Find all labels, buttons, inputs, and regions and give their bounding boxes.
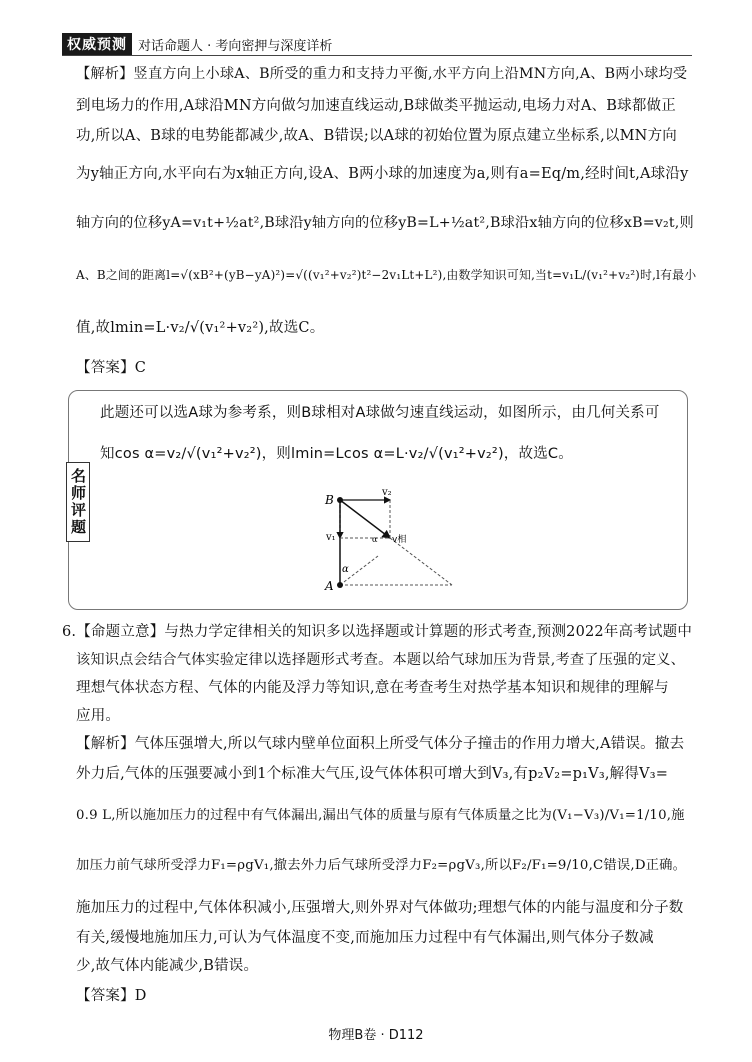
q6-line-2: 该知识点会结合气体实验定律以选择题形式考查。本题以给气球加压为背景,考查了压强的定义、	[76, 652, 685, 668]
label-v1: v₁	[326, 532, 336, 543]
q6-line-6: 外力后,气体的压强要减小到1个标准大气压,设气体体积可增大到V₃,有p₂V₂=p₁V₃,解得V₃=	[76, 766, 669, 782]
teacher-comment-tab: 名师评题	[66, 462, 90, 542]
analysis-line-6: A、B之间的距离l=√(xB²+(yB−yA)²)=√((v₁²+v₂²)t²−2v₁Lt+L²),由数学知识可知,当t=v₁L/(v₁²+v₂²)时,l有最小	[76, 268, 697, 282]
analysis-line-2: 到电场力的作用,A球沿MN方向做匀加速直线运动,B球做类平抛运动,电场力对A、B球都做正	[76, 98, 676, 114]
section-badge: 权威预测	[62, 33, 132, 55]
analysis-line-7: 值,故lmin=L·v₂/√(v₁²+v₂²),故选C。	[76, 320, 325, 336]
q6-line-11: 少,故气体内能减少,B错误。	[76, 958, 259, 974]
extension-line	[390, 538, 452, 585]
page-header	[62, 34, 332, 54]
relative-motion-diagram	[300, 480, 470, 595]
label-v2: v₂	[382, 487, 392, 498]
analysis-line-4: 为y轴正方向,水平向右为x轴正方向,设A、B两小球的加速度为a,则有a=Eq/m,经时间t,A球沿y	[76, 166, 689, 182]
q6-line-5: 【解析】气体压强增大,所以气球内壁单位面积上所受气体分子撞击的作用力增大,A错误。撤去	[76, 736, 685, 752]
label-b: B	[325, 493, 334, 507]
ball-a	[337, 582, 343, 588]
analysis-line-1: 【解析】竖直方向上小球A、B所受的重力和支持力平衡,水平方向上沿MN方向,A、B两小球均受	[76, 66, 688, 82]
header-title: 对话命题人 · 考向密押与深度详析	[138, 38, 333, 54]
ball-b	[337, 497, 343, 503]
q6-line-8: 加压力前气球所受浮力F₁=ρgV₁,撤去外力后气球所受浮力F₂=ρgV₃,所以F₂/F₁=9/10,C错误,D正确。	[76, 858, 687, 873]
answer-5: 【答案】C	[76, 360, 147, 376]
label-alpha-top: α	[372, 535, 378, 544]
header-rule	[62, 55, 692, 56]
q6-line-9: 施加压力的过程中,气体体积减小,压强增大,则外界对气体做功;理想气体的内能与温度和分子数	[76, 900, 684, 916]
analysis-line-5: 轴方向的位移yA=v₁t+½at²,B球沿y轴方向的位移yB=L+½at²,B球沿x轴方向的位移xB=v₂t,则	[76, 215, 694, 231]
q6-line-10: 有关,缓慢地施加压力,可认为气体温度不变,而施加压力过程中有气体漏出,则气体分子数减	[76, 930, 654, 946]
label-a: A	[325, 579, 334, 593]
comment-line-1: 此题还可以选A球为参考系，则B球相对A球做匀速直线运动，如图所示，由几何关系可	[100, 405, 660, 421]
comment-line-2: 知cos α=v₂/√(v₁²+v₂²)，则lmin=Lcos α=L·v₂/√(v₁²+v₂²)，故选C。	[100, 446, 573, 462]
answer-6: 【答案】D	[76, 988, 147, 1004]
q6-line-3: 理想气体状态方程、气体的内能及浮力等知识,意在考查考生对热学基本知识和规律的理解与	[76, 680, 669, 696]
analysis-line-3: 功,所以A、B球的电势能都减少,故A、B错误;以A球的初始位置为原点建立坐标系,以MN方向	[76, 128, 677, 144]
vrel-arrow	[340, 500, 390, 538]
q6-line-1: 6.【命题立意】与热力学定律相关的知识多以选择题或计算题的形式考查,预测2022年高考试题中	[62, 624, 693, 640]
page-footer: 物理B卷 · D112	[328, 1028, 424, 1043]
label-vrel: v相	[392, 535, 407, 545]
q6-line-7: 0.9 L,所以施加压力的过程中有气体漏出,漏出气体的质量与原有气体质量之比为(V₁−V₃)/V₁=1/10,施	[76, 808, 685, 823]
label-alpha: α	[342, 564, 349, 575]
q6-line-4: 应用。	[76, 708, 121, 724]
